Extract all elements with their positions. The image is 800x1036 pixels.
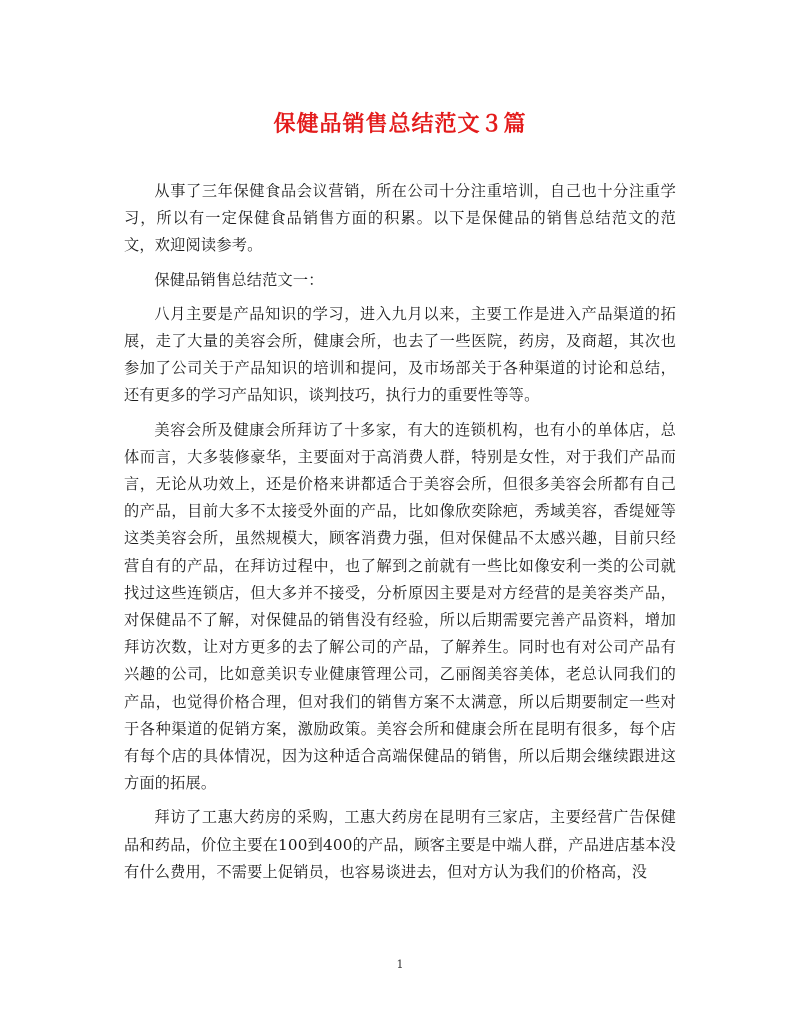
page-number: 1 bbox=[396, 958, 404, 971]
body-paragraph: 拜访了工惠大药房的采购，工惠大药房在昆明有三家店，主要经营广告保健品和药品，价位主要在100到400的产品，顾客主要是中端人群，产品进店基本没有什么费用，不需要上促销员，也容易谈进去，但对方认为我们的价格高，没 bbox=[124, 808, 676, 881]
body-paragraph: 美容会所及健康会所拜访了十多家，有大的连锁机构，也有小的单体店，总体而言，大多装修豪华，主要面对于高消费人群，特别是女性，对于我们产品而言，无论从功效上，还是价格来讲都适合于美容会所，但很多美容会所都有自己的产品，目前大多不太接受外面的产品，比如像欣奕除疤，秀域美容，香缇娅等这类美容会所，虽然规模大，顾客消费力强，但对保健品不太感兴趣，目前只经营自有的产品，在拜访过程中，也了解到之前就有一些比如像安利一类的公司就找过这些连锁店，但大多并不接受，分析原因主要是对方经营的是美容类产品，对保健品不了解，对保健品的销售没有经验，所以后期需要完善产品资料，增加拜访次数，让对方更多的去了解公司的产品，了解养生。同时也有对公司产品有兴趣的公司，比如意美识专业健康管理公司，乙丽阁美容美体，老总认同我们的产品，也觉得价格合理，但对我们的销售方案不太满意，所以后期要制定一些对于各种渠道的促销方案，激励政策。美容会所和健康会所在昆明有很多，每个店有每个店的具体情况，因为这种适合高端保健品的销售，所以后期会继续跟进这方面的拓展。 bbox=[124, 420, 676, 793]
document-title: 保健品销售总结范文３篇 bbox=[273, 111, 527, 137]
document-body bbox=[124, 178, 676, 893]
body-paragraph: 八月主要是产品知识的学习，进入九月以来，主要工作是进入产品渠道的拓展，走了大量的美容会所，健康会所，也去了一些医院，药房，及商超，其次也参加了公司关于产品知识的培训和提问，及市场部关于各种渠道的讨论和总结，还有更多的学习产品知识，谈判技巧，执行力的重要性等等。 bbox=[124, 304, 676, 405]
section-heading: 保健品销售总结范文一： bbox=[154, 270, 324, 289]
intro-paragraph: 从事了三年保健食品会议营销，所在公司十分注重培训，自己也十分注重学习，所以有一定保健食品销售方面的积累。以下是保健品的销售总结范文的范文，欢迎阅读参考。 bbox=[124, 182, 676, 255]
